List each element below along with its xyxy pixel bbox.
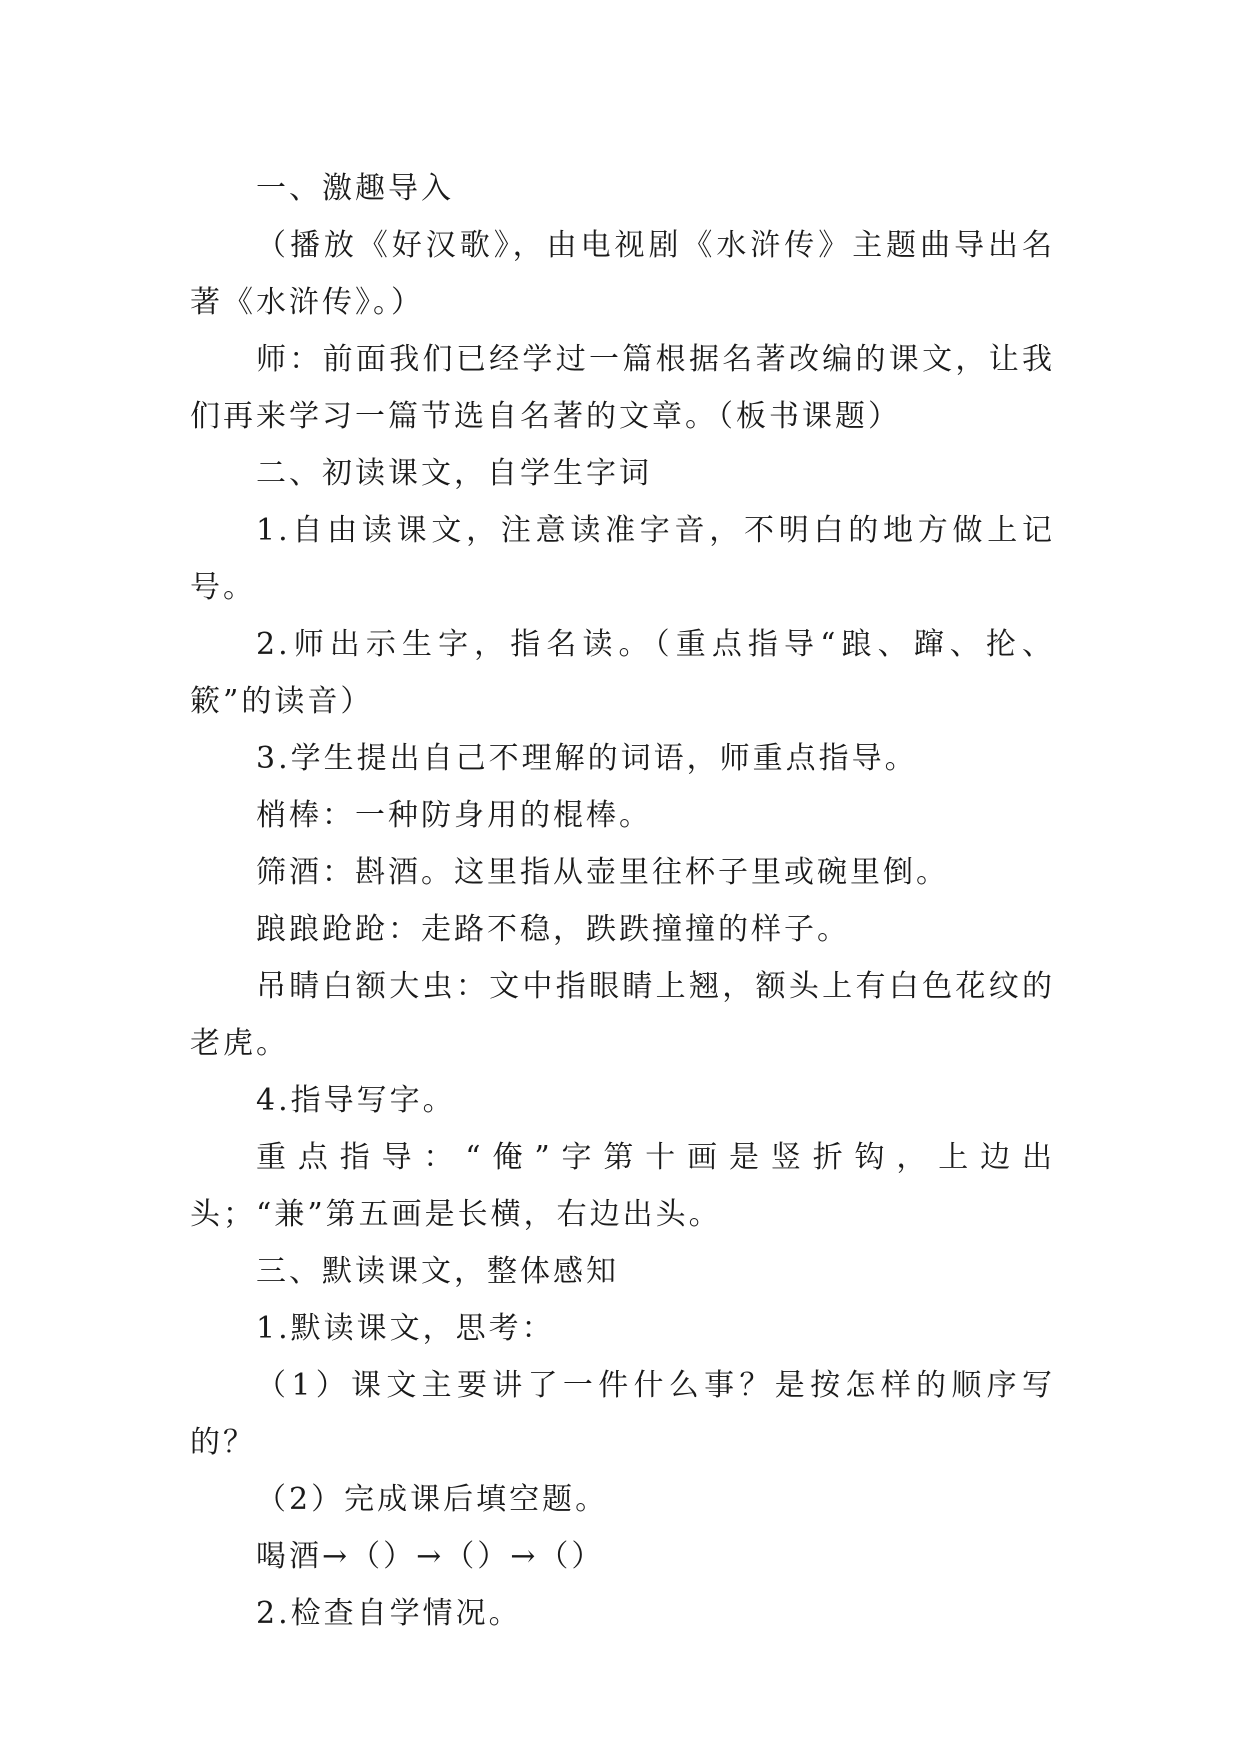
list-item: 4.指导写字。 bbox=[256, 1083, 456, 1118]
section-heading-2: 二、初读课文，自学生字词 bbox=[256, 456, 652, 491]
sub-list-item: （2）完成课后填空题。 bbox=[256, 1482, 609, 1517]
list-item: 1.自由读课文，注意读准字音，不明白的地方做上记号。 bbox=[190, 513, 1055, 605]
list-item: 2.检查自学情况。 bbox=[256, 1596, 522, 1631]
document-page bbox=[190, 160, 1055, 1642]
paragraph: （播放《好汉歌》，由电视剧《水浒传》主题曲导出名著《水浒传》。） bbox=[190, 228, 1055, 320]
vocab-definition: 踉踉跄跄：走路不稳，跌跌撞撞的样子。 bbox=[256, 912, 850, 947]
vocab-definition: 筛酒：斟酒。这里指从壶里往杯子里或碗里倒。 bbox=[256, 855, 949, 890]
sub-list-item: （1）课文主要讲了一件什么事？是按怎样的顺序写的？ bbox=[190, 1368, 1055, 1460]
section-heading-1: 一、激趣导入 bbox=[256, 171, 454, 206]
paragraph: 师：前面我们已经学过一篇根据名著改编的课文，让我们再来学习一篇节选自名著的文章。（板书课题） bbox=[190, 342, 1055, 434]
vocab-definition: 吊睛白额大虫：文中指眼睛上翘，额头上有白色花纹的老虎。 bbox=[190, 969, 1055, 1061]
list-item: 1.默读课文，思考： bbox=[256, 1311, 555, 1346]
list-item: 3.学生提出自己不理解的词语，师重点指导。 bbox=[256, 741, 918, 776]
fill-in-sequence: 喝酒→（）→（）→（） bbox=[256, 1539, 605, 1574]
section-heading-3: 三、默读课文，整体感知 bbox=[256, 1254, 619, 1289]
list-item: 2.师出示生字，指名读。（重点指导“踉、蹿、抡、簌”的读音） bbox=[190, 627, 1055, 719]
vocab-definition: 梢棒：一种防身用的棍棒。 bbox=[256, 798, 652, 833]
paragraph: 重点指导：“俺”字第十画是竖折钩，上边出头；“兼”第五画是长横，右边出头。 bbox=[190, 1140, 1055, 1232]
